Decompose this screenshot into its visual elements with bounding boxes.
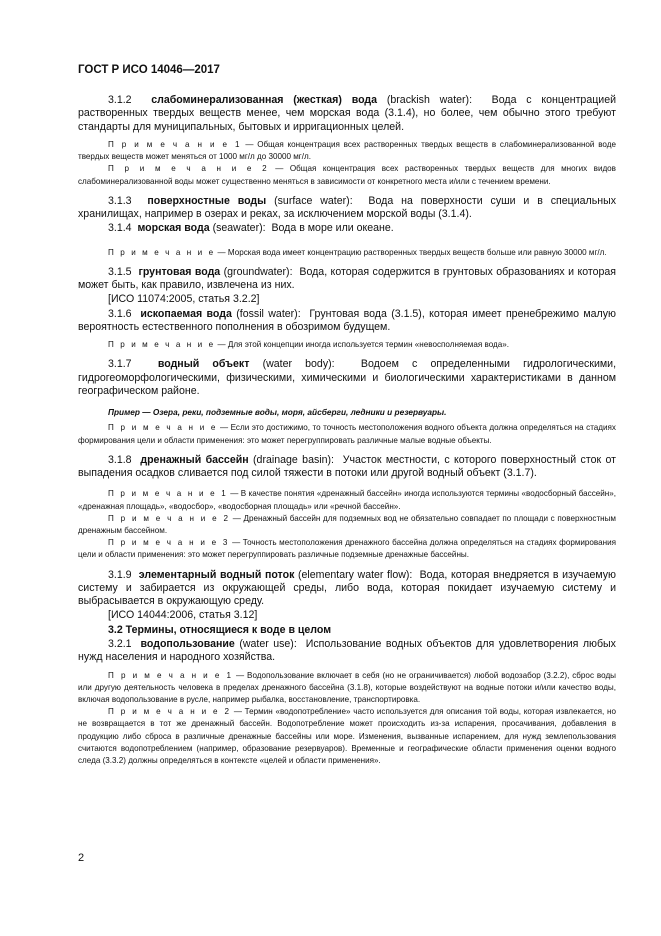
term-3-1-6: [78, 308, 616, 335]
note-text: — В качестве понятия «дренажный бассейн» иногда используются термины «водосборный бассейн», «дренажная площадь», «водосбор», «водосборная площадь» или «речной бассейн».: [78, 489, 616, 511]
term-name: элементарный водный поток: [138, 568, 295, 581]
note-label: П р и м е ч а н и е 2: [108, 513, 231, 523]
term-number: 3.1.6: [108, 307, 132, 320]
term-name: дренажный бассейн: [140, 453, 249, 466]
term-definition: Грунтовая вода (3.1.5), которая имеет пренебрежимо малую вероятность естественного пополнения в обозримом будущем.: [78, 307, 616, 333]
term-3-1-2: [78, 94, 616, 134]
note-label: П р и м е ч а н и е 1: [108, 139, 242, 149]
term-definition: Участок местности, с которого поверхностный сток от выпадения осадков сливается под силой тяжести в потоки или другой водный объект (3.1.7).: [78, 453, 617, 480]
term-english: (drainage basin):: [253, 453, 334, 466]
term-english: (seawater):: [212, 222, 266, 235]
term-english: (surface water):: [274, 194, 353, 207]
term-english: (water use):: [239, 638, 297, 651]
term-3-1-5: [78, 266, 616, 293]
note-label: П р и м е ч а н и е 2: [108, 707, 232, 717]
term-number: 3.1.2: [108, 94, 132, 106]
reference-3-1-5: [ИСО 11074:2005, статья 3.2.2]: [108, 293, 260, 306]
note-3-1-4: [78, 247, 616, 259]
note-text: — Точность местоположения дренажного бассейна должна определяться на стадиях формирования цели и области применения: это может перегруппировать различные подземные дренажные бассейны.: [78, 538, 616, 560]
term-english: (brackish water):: [386, 94, 473, 106]
note-text: — Водопользование включает в себя (но не ограничивается) любой водозабор (3.2.2), сброс воды или другую деятельность человека в пределах дренажного бассейна (3.1.8), которые воздействуют на водные потоки и/или качество воды, включая водопользование в русле, например рыбалка, восстановление, транспортировка.: [78, 670, 616, 705]
note-text: — Общая концентрация всех растворенных твердых веществ в слабоминерализованной воде твердых веществ может меняться от 1000 мг/л до 30000 мг/л.: [78, 139, 616, 162]
note-text: — Если это достижимо, то точность местоположения водного объекта должна определяться на стадиях формирования цели и области применения: это может перегруппировать различные малые водные объекты.: [78, 423, 616, 445]
note-3-1-2-2: [78, 163, 616, 187]
note-3-2-1-2: [78, 706, 616, 767]
note-3-1-8-3: [78, 537, 616, 561]
note-text: — Для этой концепции иногда используется термин «невосполняемая вода».: [215, 340, 509, 350]
note-label: П р и м е ч а н и е 1: [108, 670, 234, 680]
note-3-1-6: [78, 339, 616, 351]
note-text: — Морская вода имеет концентрацию растворенных твердых веществ больше или равную 30000 мг/л.: [215, 247, 607, 257]
term-definition: Вода, которая внедряется в изучаемую систему и забирается из окружающей среды, либо вода, которая покидает изучаемую систему и выбрасывается в окружающую среду.: [78, 568, 616, 608]
note-3-1-7: [78, 422, 616, 446]
note-3-1-8-1: [78, 488, 616, 512]
term-definition: Использование водных объектов для удовлетворения любых нужд населения и народного хозяйства.: [78, 638, 616, 664]
section-heading-3-2: 3.2 Термины, относящиеся к воде в целом: [108, 623, 332, 636]
term-number: 3.1.5: [108, 265, 132, 278]
document-header: ГОСТ Р ИСО 14046—2017: [78, 64, 220, 76]
term-number: 3.2.1: [108, 638, 132, 651]
term-name: ископаемая вода: [140, 307, 232, 320]
note-text: — Дренажный бассейн для подземных вод не обязательно совпадает по площади с поверхностным дренажным бассейном.: [78, 513, 616, 535]
term-definition: Вода на поверхности суши и в специальных хранилищах, например в озерах и реках, за исключением морской воды (3.1.4).: [78, 194, 616, 220]
note-label: П р и м е ч а н и е: [108, 247, 216, 257]
note-label: П р и м е ч а н и е 2: [108, 164, 269, 174]
term-3-2-1: [78, 638, 616, 665]
note-text: — Термин «водопотребление» часто используется для описания той воды, которая извлекается, но не возвращается в тот же дренажный бассейн. Водопотребление может происходить из-за испарения, просачивания, добавления в продукцию либо сброса в различные дренажные бассейны или море. Изменения, вызванные испарением, для нужд землепользования считаются водопотреблением (например, образование резервуаров). Временные и географические области применения оценки водного следа (3.3.2) должны определяться в контексте «целей и области применения».: [78, 707, 616, 766]
term-number: 3.1.9: [108, 568, 132, 581]
term-number: 3.1.8: [108, 453, 132, 466]
term-definition: Вода с концентрацией растворенных твердых веществ менее, чем морская вода (3.1.4), но более, чем обычно этого требуют стандарты для муниципальных, бытовых и ирригационных целей.: [78, 94, 617, 133]
term-3-1-9: [78, 569, 616, 609]
page-number: 2: [78, 852, 85, 864]
term-number: 3.1.7: [108, 358, 132, 371]
note-label: П р и м е ч а н и е 1: [108, 489, 228, 499]
term-english: (elementary water flow):: [298, 568, 413, 581]
term-name: поверхностные воды: [147, 194, 267, 207]
term-name: морская вода: [137, 222, 210, 235]
note-3-2-1-1: [78, 670, 616, 707]
note-label: П р и м е ч а н и е 3: [108, 538, 230, 548]
term-name: водопользование: [140, 638, 235, 651]
term-definition: Водоем с определенными гидрологическими, гидрогеоморфологическими, физическими, химическими и биологическими характеристиками в данном географическом районе.: [78, 358, 617, 398]
term-number: 3.1.4: [108, 222, 132, 235]
note-3-1-8-2: [78, 513, 616, 537]
note-text: — Общая концентрация всех растворенных твердых веществ для многих видов слабоминерализованной воды может существенно меняться в зависимости от конкретного места и/или с течением времени.: [78, 164, 616, 186]
note-3-1-2-1: [78, 139, 616, 163]
term-definition: Вода в море или океане.: [271, 222, 394, 235]
term-number: 3.1.3: [108, 194, 132, 207]
term-english: (fossil water):: [236, 307, 301, 320]
term-3-1-8: [78, 454, 616, 481]
example-3-1-7: Пример — Озера, реки, подземные воды, моря, айсберги, ледники и резервуары.: [108, 407, 447, 418]
term-3-1-4: [78, 222, 616, 235]
term-english: (groundwater):: [223, 265, 293, 278]
term-name: грунтовая вода: [138, 265, 221, 278]
note-label: П р и м е ч а н и е: [108, 423, 218, 433]
term-name: водный объект: [157, 358, 250, 371]
note-label: П р и м е ч а н и е: [108, 340, 216, 350]
term-english: (water body):: [262, 358, 335, 371]
term-name: слабоминерализованная (жесткая) вода: [151, 94, 378, 106]
term-3-1-7: [78, 358, 616, 398]
reference-3-1-9: [ИСО 14044:2006, статья 3.12]: [108, 609, 258, 622]
document-page: [78, 64, 616, 767]
term-3-1-3: [78, 195, 616, 222]
term-definition: Вода, которая содержится в грунтовых образованиях и которая может быть, как правило, извлечена из них.: [78, 265, 617, 292]
